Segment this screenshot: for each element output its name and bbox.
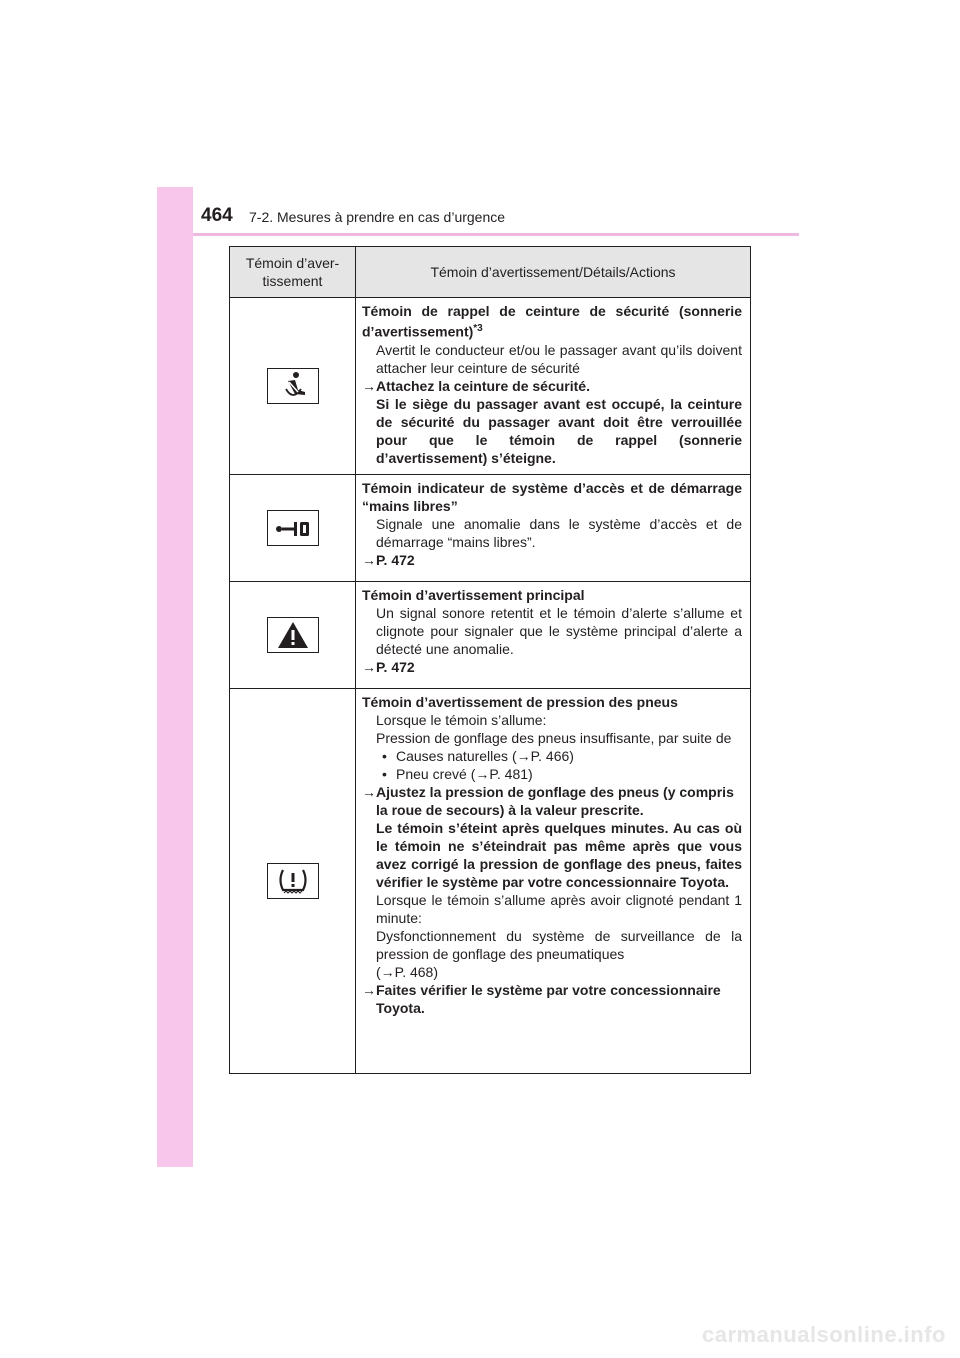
row-title: Témoin d’avertissement principal	[362, 587, 585, 603]
icon-cell	[230, 689, 356, 1073]
row-action-note: Le témoin s’éteint après quelques minutes. Au cas où le témoin ne s’éteindrait pas même après que vous avez corrigé la pression de gonflage des pneus, faites vérifier le système par votre concessionnaire Toyota.	[376, 820, 742, 890]
row-description: Lorsque le témoin s’allume après avoir clignoté pendant 1 minute:	[376, 892, 742, 926]
details-cell	[356, 475, 750, 581]
row-description: Dysfonctionnement du système de surveillance de la pression de gonflage des pneumatiques	[376, 928, 742, 962]
tire-pressure-icon	[267, 863, 319, 899]
col-header-details: Témoin d’avertissement/Détails/Actions	[430, 264, 676, 280]
table-header-row	[230, 247, 750, 297]
list-item: • Causes naturelles (→P. 466)	[382, 748, 574, 764]
row-title: Témoin de rappel de ceinture de sécurité (sonnerie d’avertissement)$^{*3}$	[362, 303, 742, 340]
table-row	[230, 688, 750, 1073]
row-action-note: Si le siège du passager avant est occupé, la ceinture de sécurité du passager avant doit être verrouillée pour que le témoin de rappel (sonnerie d’avertissement) s’éteigne.	[376, 395, 742, 466]
row-description: Avertit le conducteur et/ou le passager avant qu’ils doivent attacher leur ceinture de sécurité	[376, 341, 742, 376]
smart-key-icon	[267, 510, 319, 546]
row-description: (→P. 468)	[376, 964, 438, 980]
details-cell	[356, 689, 750, 1073]
icon-cell	[230, 298, 356, 474]
col-header-warning-light: Témoin d’aver-tissement	[230, 247, 356, 297]
row-description: Lorsque le témoin s’allume:	[376, 712, 547, 728]
page-number: 464	[201, 205, 233, 226]
row-description: Pression de gonflage des pneus insuffisante, par suite de	[376, 730, 732, 746]
header-rule	[193, 233, 799, 236]
row-title: Témoin indicateur de système d’accès et de démarrage “mains libres”	[362, 480, 742, 514]
icon-cell	[230, 582, 356, 688]
page-reference: → P. 472	[362, 659, 415, 675]
table-row	[230, 474, 750, 581]
seatbelt-reminder-icon	[267, 368, 319, 404]
row-description: Un signal sonore retentit et le témoin d’alerte s’allume et clignote pour signaler que le système principal d’alerte a détecté une anomalie.	[376, 605, 742, 657]
warning-lights-table	[229, 246, 751, 1074]
row-description: Signale une anomalie dans le système d’accès et de démarrage “mains libres”.	[376, 516, 742, 550]
table-row	[230, 581, 750, 688]
row-title: Témoin d’avertissement de pression des pneus	[362, 694, 678, 710]
master-warning-icon	[267, 617, 319, 653]
watermark: carmanualsonline.info	[702, 1322, 946, 1347]
table-row	[230, 297, 750, 474]
details-cell	[356, 298, 750, 474]
details-cell	[356, 582, 750, 688]
list-item: • Pneu crevé (→P. 481)	[382, 766, 533, 782]
page-reference: → P. 472	[362, 552, 415, 568]
section-title: 7-2. Mesures à prendre en cas d’urgence	[249, 209, 506, 225]
chapter-sidebar-tab	[157, 187, 193, 1167]
row-action: → Attachez la ceinture de sécurité.	[362, 377, 590, 394]
icon-cell	[230, 475, 356, 581]
row-action: → Ajustez la pression de gonflage des pneus (y compris la roue de secours) à la valeur prescrite.	[362, 784, 734, 818]
row-action: → Faites vérifier le système par votre concessionnaire Toyota.	[362, 982, 721, 1016]
